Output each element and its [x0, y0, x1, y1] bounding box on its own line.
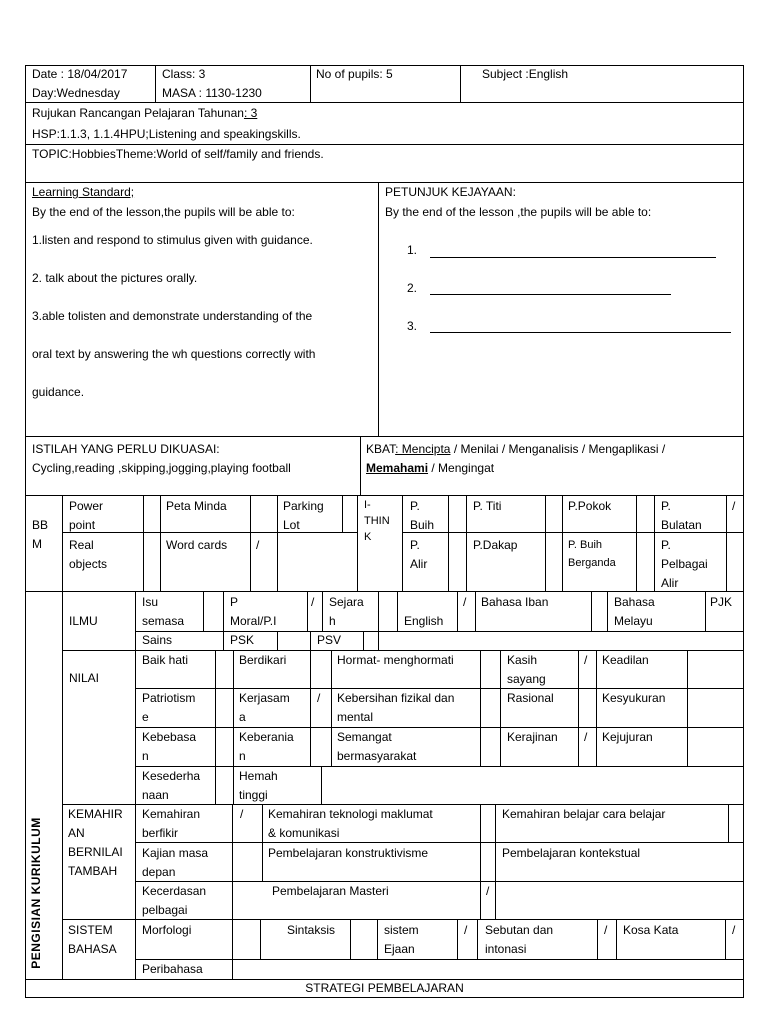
nilai-rasional: Rasional — [507, 691, 554, 705]
nilai-semangat: Semangat bermasyarakat — [337, 730, 417, 763]
sistem-sebutan: Sebutan dan intonasi — [485, 923, 554, 956]
nilai-kesederhanaan: Kesederha naan — [142, 769, 201, 802]
learning-item-3c: guidance. — [32, 385, 85, 399]
nilai-berdikari: Berdikari — [239, 653, 287, 667]
ilmu-psk: PSK — [230, 633, 255, 647]
ilmu-label: ILMU — [69, 614, 98, 628]
bbm-label: BB M — [32, 518, 49, 551]
nilai-keadilan: Keadilan — [602, 653, 649, 667]
kemahiran-konstruktivisme: Pembelajaran konstruktivisme — [268, 846, 429, 860]
petunjuk-intro: By the end of the lesson ,the pupils will be able to: — [385, 205, 652, 219]
sistem-ejaan: sistem Ejaan — [384, 923, 419, 956]
petunjuk-number-1: 1. — [407, 243, 418, 257]
sistem-bahasa-label: SISTEM BAHASA — [68, 923, 117, 956]
nilai-hormat: Hormat- menghormati — [337, 653, 454, 667]
sistem-sebutan-mark: / — [604, 923, 608, 937]
pengisian-kurikulum-label: PENGISIAN KURIKULUM — [29, 817, 43, 969]
petunjuk-blank-1 — [430, 257, 716, 258]
kemahiran-tmk: Kemahiran teknologi maklumat & komunikasi — [268, 807, 433, 840]
sistem-sintaksis: Sintaksis — [287, 923, 336, 937]
petunjuk-blank-2 — [430, 294, 671, 295]
petunjuk-number-2: 2. — [407, 281, 418, 295]
bbm-p-bulatan-mark: / — [732, 499, 736, 513]
kemahiran-kajian-masa-depan: Kajian masa depan — [142, 846, 209, 879]
ilmu-pmoral-mark: / — [311, 595, 315, 609]
kemahiran-berfikir: Kemahiran berfikir — [142, 807, 201, 840]
istilah-heading: ISTILAH YANG PERLU DIKUASAI: — [32, 442, 220, 456]
learning-item-2: 2. talk about the pictures orally. — [32, 271, 198, 285]
rujukan-value: : 3 — [243, 106, 258, 120]
nilai-hemah-tinggi: Hemah tinggi — [239, 769, 278, 802]
kbat-mengingat: / Mengingat — [428, 461, 495, 475]
nilai-kasih-mark: / — [584, 653, 588, 667]
ilmu-bahasa-iban: Bahasa Iban — [481, 595, 549, 609]
date-field: Date : 18/04/2017 — [32, 67, 128, 81]
kbat-label: KBAT — [366, 442, 396, 456]
learning-item-3b: oral text by answering the wh questions correctly with — [32, 347, 316, 361]
ilmu-english-mark: / — [463, 595, 467, 609]
nilai-kebebasan: Kebebasa n — [142, 730, 197, 763]
nilai-kerjasama: Kerjasam a — [239, 691, 290, 724]
sistem-ejaan-mark: / — [464, 923, 468, 937]
ilmu-isu-semasa: Isu semasa — [142, 595, 185, 628]
learning-standard-heading: Learning Standard; — [32, 185, 135, 199]
nilai-kebersihan: Kebersihan fizikal dan mental — [337, 691, 455, 724]
ilmu-pjk: PJK — [710, 595, 733, 609]
subject-field: Subject :English — [482, 67, 569, 81]
kbat-line-2 — [366, 459, 494, 478]
kbat-mencipta: : Mencipta — [395, 442, 451, 456]
kbat-levels: / Menilai / Menganalisis / Mengaplikasi / — [450, 442, 666, 456]
ilmu-psv: PSV — [317, 633, 342, 647]
kbat-memahami: Memahami — [366, 461, 429, 475]
kemahiran-berfikir-mark: / — [240, 807, 244, 821]
strategi-pembelajaran-heading: STRATEGI PEMBELAJARAN — [305, 981, 464, 995]
bbm-word-cards: Word cards — [166, 538, 228, 552]
ilmu-english: English — [404, 614, 444, 628]
kemahiran-kontekstual: Pembelajaran kontekstual — [502, 846, 641, 860]
class-field: Class: 3 — [162, 67, 206, 81]
sistem-peribahasa: Peribahasa — [142, 962, 203, 976]
bbm-peta-minda: Peta Minda — [166, 499, 227, 513]
rujukan-line — [32, 104, 257, 123]
kemahiran-kecerdasan: Kecerdasan pelbagai — [142, 884, 207, 917]
bbm-p-bulatan: P. Bulatan — [661, 499, 702, 532]
nilai-label: NILAI — [69, 671, 100, 685]
nilai-keberanian: Keberania n — [239, 730, 294, 763]
bbm-parking-lot: Parking Lot — [283, 499, 324, 532]
bbm-word-cards-mark: / — [256, 538, 260, 552]
nilai-kerjasama-mark: / — [317, 691, 321, 705]
sistem-morfologi: Morfologi — [142, 923, 192, 937]
nilai-patriotisme: Patriotism e — [142, 691, 196, 724]
hsp-line: HSP:1.1.3, 1.1.4HPU;Listening and speakingskills. — [32, 127, 301, 141]
nilai-kasih-sayang: Kasih sayang — [507, 653, 546, 686]
kemahiran-masteri: Pembelajaran Masteri — [272, 884, 389, 898]
nilai-kerajinan: Kerajinan — [507, 730, 558, 744]
bbm-p-pelbagai-alir: P. Pelbagai Alir — [661, 538, 708, 590]
learning-intro: By the end of the lesson,the pupils will be able to: — [32, 205, 295, 219]
bbm-p-buih-berganda: P. Buih Berganda — [568, 539, 616, 569]
ilmu-sains: Sains — [142, 633, 173, 647]
pupils-field: No of pupils: 5 — [316, 67, 393, 81]
kemahiran-belajar: Kemahiran belajar cara belajar — [502, 807, 666, 821]
bbm-power-point: Power point — [69, 499, 104, 532]
nilai-kesyukuran: Kesyukuran — [602, 691, 666, 705]
bbm-p-pokok: P.Pokok — [568, 499, 612, 513]
bbm-p-titi: P. Titi — [473, 499, 502, 513]
learning-item-3a: 3.able tolisten and demonstrate understanding of the — [32, 309, 313, 323]
nilai-kerajinan-mark: / — [584, 730, 588, 744]
bbm-p-alir: P. Alir — [410, 538, 428, 571]
petunjuk-number-3: 3. — [407, 319, 418, 333]
kbat-line-1 — [366, 440, 665, 459]
bbm-real-objects: Real objects — [69, 538, 108, 571]
istilah-words: Cycling,reading ,skipping,jogging,playing football — [32, 461, 291, 475]
petunjuk-blank-3 — [430, 332, 731, 333]
ilmu-bahasa-melayu: Bahasa Melayu — [614, 595, 655, 628]
ilmu-sejarah: Sejara h — [329, 595, 364, 628]
kemahiran-masteri-mark: / — [486, 884, 490, 898]
masa-field: MASA : 1130-1230 — [162, 86, 262, 100]
nilai-baik-hati: Baik hati — [142, 653, 189, 667]
ilmu-pmoral: P Moral/P.I — [230, 595, 277, 628]
bbm-ithink: I- THIN K — [364, 499, 390, 543]
nilai-kejujuran: Kejujuran — [602, 730, 653, 744]
rujukan-label: Rujukan Rancangan Pelajaran Tahunan — [32, 106, 244, 120]
kemahiran-label: KEMAHIR AN BERNILAI TAMBAH — [68, 807, 123, 878]
bbm-p-buih: P. Buih — [410, 499, 435, 532]
learning-item-1: 1.listen and respond to stimulus given with guidance. — [32, 233, 313, 247]
day-field: Day:Wednesday — [32, 86, 120, 100]
topic-line: TOPIC:HobbiesTheme:World of self/family and friends. — [32, 147, 324, 161]
sistem-kosa-mark: / — [732, 923, 736, 937]
sistem-kosa-kata: Kosa Kata — [623, 923, 679, 937]
petunjuk-heading: PETUNJUK KEJAYAAN: — [385, 185, 516, 199]
bbm-p-dakap: P.Dakap — [473, 538, 518, 552]
